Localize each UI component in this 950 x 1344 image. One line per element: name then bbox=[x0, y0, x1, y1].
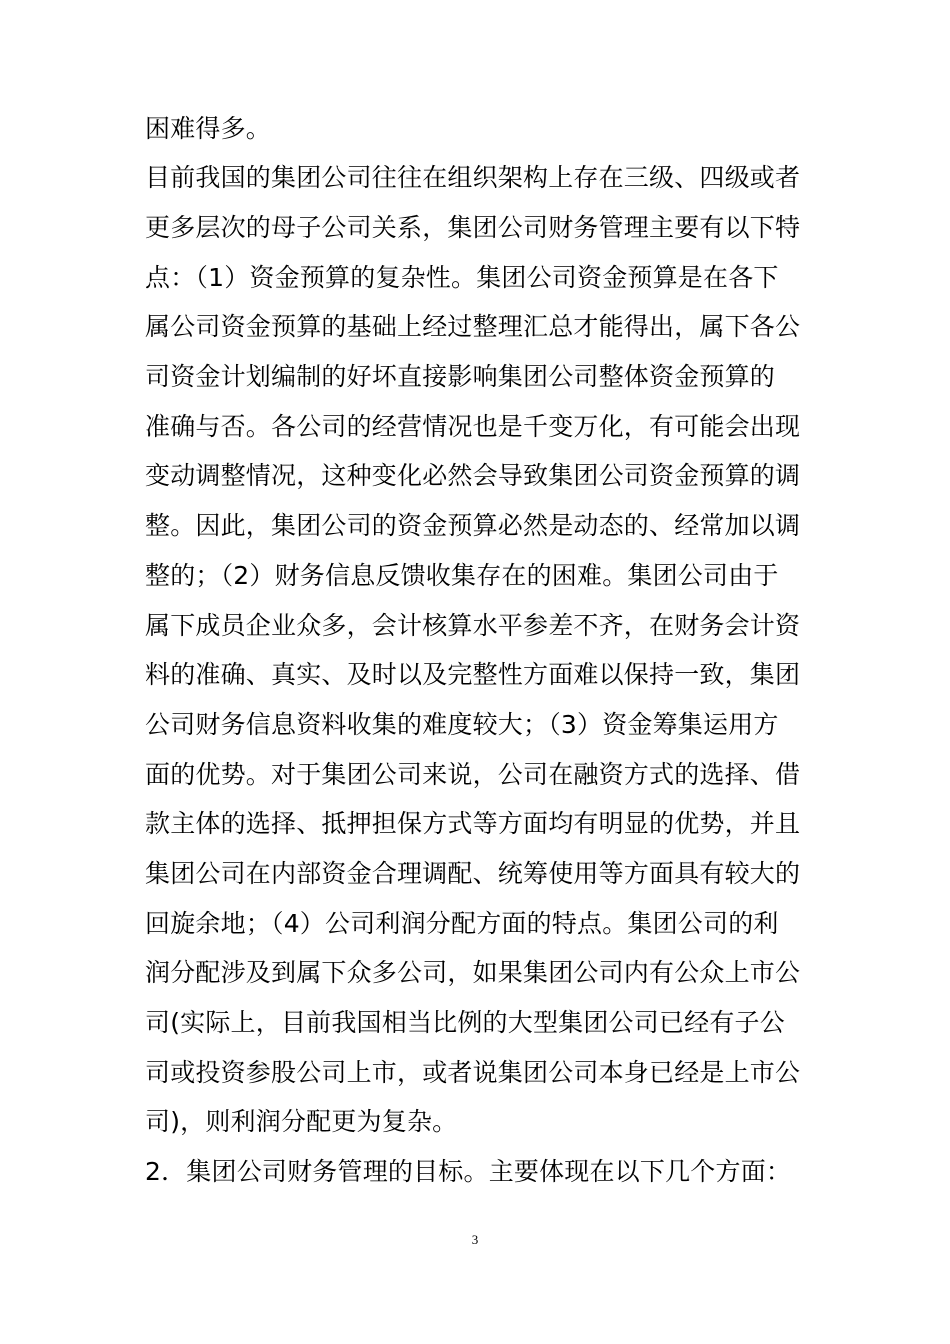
page-number: 3 bbox=[471, 1232, 479, 1247]
text-line: 回旋余地；（4）公司利润分配方面的特点。集团公司的利 bbox=[145, 909, 779, 938]
text-line: 更多层次的母子公司关系，集团公司财务管理主要有以下特 bbox=[145, 213, 801, 242]
text-line: 整的；（2）财务信息反馈收集存在的困难。集团公司由于 bbox=[145, 561, 779, 590]
text-line: 属下成员企业众多，会计核算水平参差不齐，在财务会计资 bbox=[145, 611, 801, 640]
text-line: 整。因此，集团公司的资金预算必然是动态的、经常加以调 bbox=[145, 511, 801, 540]
text-line: 司)，则利润分配更为复杂。 bbox=[145, 1107, 458, 1136]
text-line: 集团公司在内部资金合理调配、统筹使用等方面具有较大的 bbox=[145, 859, 801, 888]
text-line: 司或投资参股公司上市，或者说集团公司本身已经是上市公 bbox=[145, 1058, 801, 1087]
text-line: 司(实际上，目前我国相当比例的大型集团公司已经有子公 bbox=[145, 1008, 785, 1037]
text-line: 司资金计划编制的好坏直接影响集团公司整体资金预算的 bbox=[145, 362, 776, 391]
text-line: 点：（1）资金预算的复杂性。集团公司资金预算是在各下 bbox=[145, 263, 779, 292]
text-line: 润分配涉及到属下众多公司，如果集团公司内有公众上市公 bbox=[145, 958, 801, 987]
text-line: 准确与否。各公司的经营情况也是千变万化，有可能会出现 bbox=[145, 412, 801, 441]
text-line: 目前我国的集团公司往往在组织架构上存在三级、四级或者 bbox=[145, 163, 801, 192]
text-line: 2．集团公司财务管理的目标。主要体现在以下几个方面： bbox=[145, 1157, 792, 1186]
text-line: 困难得多。 bbox=[145, 114, 272, 143]
text-line: 款主体的选择、抵押担保方式等方面均有明显的优势，并且 bbox=[145, 809, 801, 838]
text-line: 变动调整情况，这种变化必然会导致集团公司资金预算的调 bbox=[145, 461, 801, 490]
text-line: 面的优势。对于集团公司来说，公司在融资方式的选择、借 bbox=[145, 760, 801, 789]
text-line: 属公司资金预算的基础上经过整理汇总才能得出，属下各公 bbox=[145, 312, 801, 341]
text-line: 料的准确、真实、及时以及完整性方面难以保持一致，集团 bbox=[145, 660, 801, 689]
text-line: 公司财务信息资料收集的难度较大；（3）资金筹集运用方 bbox=[145, 710, 779, 739]
